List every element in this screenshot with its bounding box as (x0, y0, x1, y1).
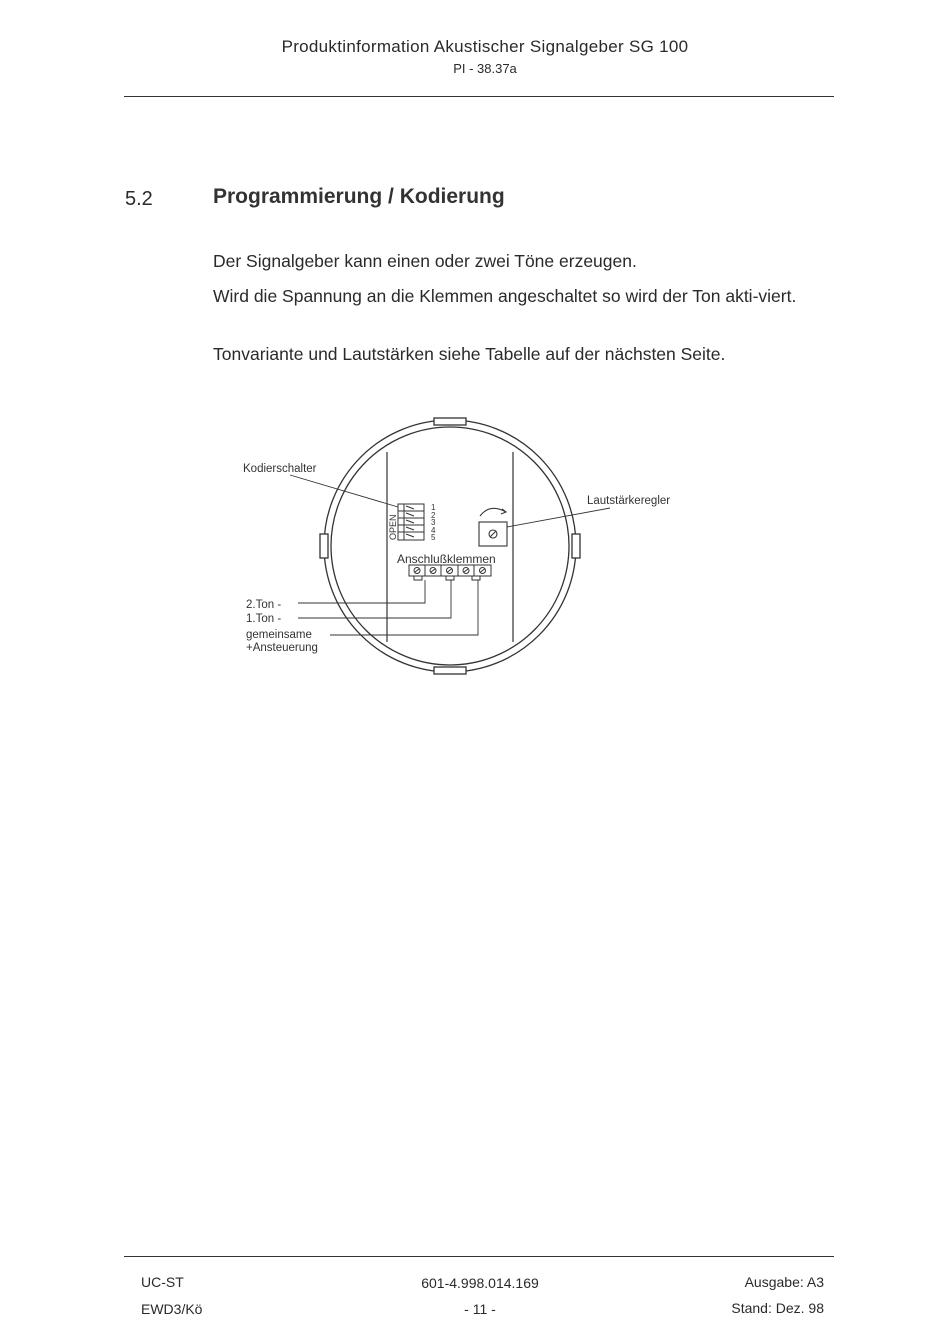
footer-divider (124, 1256, 834, 1257)
dip-switch-numbers (431, 503, 436, 542)
dip-number-1: 1 (431, 503, 436, 512)
board-outline (387, 452, 513, 642)
ansteuerung-label: +Ansteuerung (246, 642, 318, 654)
dip-open-label: OPEN (388, 514, 398, 540)
header-divider (124, 96, 834, 97)
dip-number-4: 4 (431, 526, 436, 535)
paragraph-2: Wird die Spannung an die Klemmen angeschaltet so wird der Ton akti-viert. (213, 286, 797, 306)
section-number: 5.2 (125, 188, 153, 210)
footer-dept: UC-ST (141, 1274, 184, 1290)
ton2-label: 2.Ton - (246, 599, 282, 611)
housing-rings (320, 418, 580, 674)
footer-date: Stand: Dez. 98 (731, 1300, 824, 1316)
wiring-diagram (236, 408, 696, 693)
footer-edition: Ausgabe: A3 (744, 1274, 824, 1290)
footer-author: EWD3/Kö (141, 1301, 203, 1317)
paragraph-1: Der Signalgeber kann einen oder zwei Töne erzeugen. (213, 251, 637, 271)
dip-number-5: 5 (431, 533, 436, 542)
terminal-label: Anschlußklemmen (397, 552, 496, 566)
footer-page-number: - 11 - (464, 1301, 496, 1317)
dip-number-3: 3 (431, 518, 436, 527)
dip-switch (398, 504, 424, 540)
gemeinsame-label: gemeinsame (246, 629, 312, 641)
header-doc-id: PI - 38.37a (453, 61, 517, 76)
kodierschalter-label: Kodierschalter (243, 463, 317, 475)
footer-doc-number: 601-4.998.014.169 (421, 1275, 539, 1291)
dip-number-2: 2 (431, 511, 436, 520)
ton1-label: 1.Ton - (246, 613, 282, 625)
volume-control (479, 508, 507, 546)
paragraph-3: Tonvariante und Lautstärken siehe Tabelle auf der nächsten Seite. (213, 344, 726, 364)
lautstaerkeregler-label: Lautstärkeregler (587, 495, 671, 507)
section-title: Programmierung / Kodierung (213, 185, 505, 208)
header-title: Produktinformation Akustischer Signalgeber SG 100 (281, 37, 689, 56)
terminal-block (409, 565, 491, 580)
